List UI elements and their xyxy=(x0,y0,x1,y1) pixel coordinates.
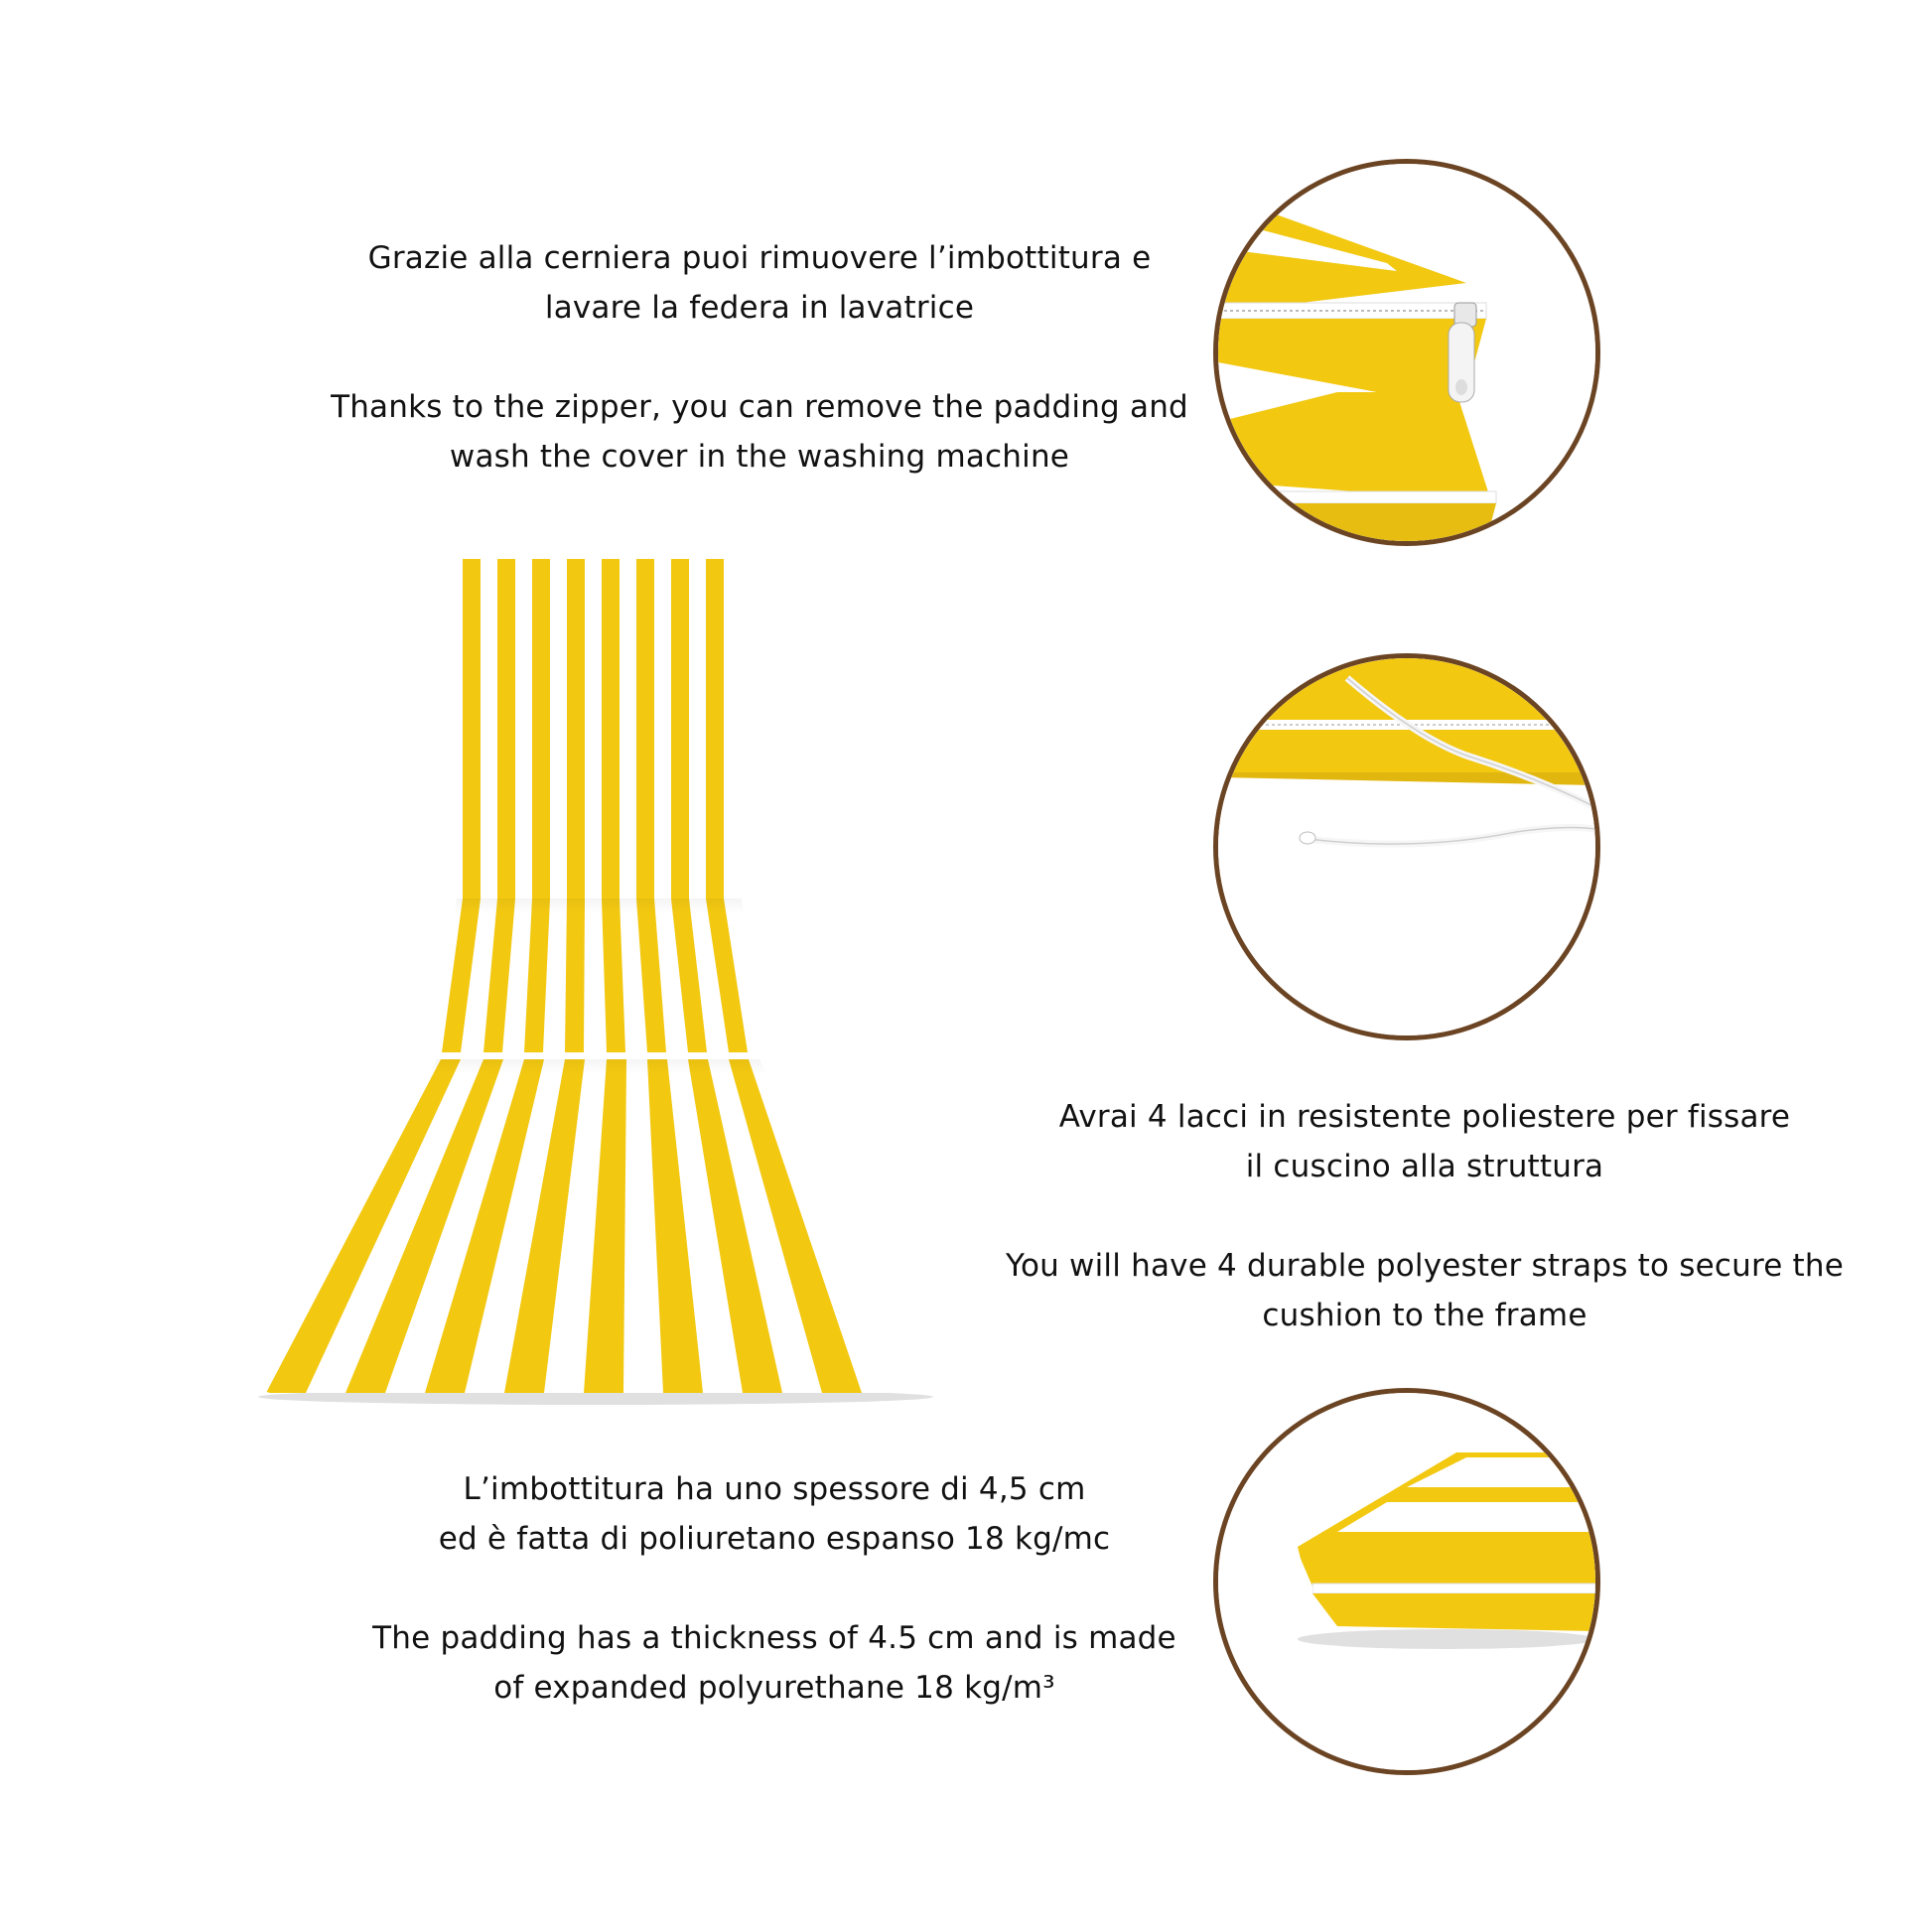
padding-detail-circle xyxy=(1213,1388,1600,1775)
strap-detail-icon xyxy=(1218,658,1595,1035)
straps-description xyxy=(953,1092,1896,1340)
padding-thickness-detail-icon xyxy=(1218,1393,1595,1770)
cushion-seat xyxy=(427,894,769,1057)
zipper-italian-line-2: lavare la federa in lavatrice xyxy=(544,290,975,326)
padding-english-line-2: of expanded polyurethane 18 kg/m³ xyxy=(493,1670,1055,1706)
striped-lounger-cushion-image xyxy=(248,551,943,1445)
straps-italian-line-1: Avrai 4 lacci in resistente poliestere per fissare xyxy=(1058,1099,1791,1135)
padding-italian-line-2: ed è fatta di poliuretano espanso 18 kg/mc xyxy=(438,1521,1111,1557)
straps-english-line-1: You will have 4 durable polyester straps to secure the xyxy=(1005,1248,1845,1284)
zipper-italian-line-1: Grazie alla cerniera puoi rimuovere l’imbottitura e xyxy=(367,240,1152,276)
padding-italian-line-1: L’imbottitura ha uno spessore di 4,5 cm xyxy=(463,1471,1086,1507)
straps-italian-line-2: il cuscino alla struttura xyxy=(1245,1149,1604,1184)
zipper-english-line-1: Thanks to the zipper, you can remove the padding and xyxy=(331,389,1188,425)
zipper-description xyxy=(298,233,1221,482)
cushion-legrest xyxy=(248,1052,943,1400)
zipper-detail-icon xyxy=(1218,164,1595,541)
zipper-detail-circle xyxy=(1213,159,1600,546)
padding-english-line-1: The padding has a thickness of 4.5 cm and is made xyxy=(372,1620,1176,1656)
straps-detail-circle xyxy=(1213,653,1600,1040)
straps-english-line-2: cushion to the frame xyxy=(1262,1298,1587,1333)
padding-description xyxy=(328,1464,1221,1713)
cushion-backrest xyxy=(447,551,755,908)
zipper-english-line-2: wash the cover in the washing machine xyxy=(449,439,1070,475)
